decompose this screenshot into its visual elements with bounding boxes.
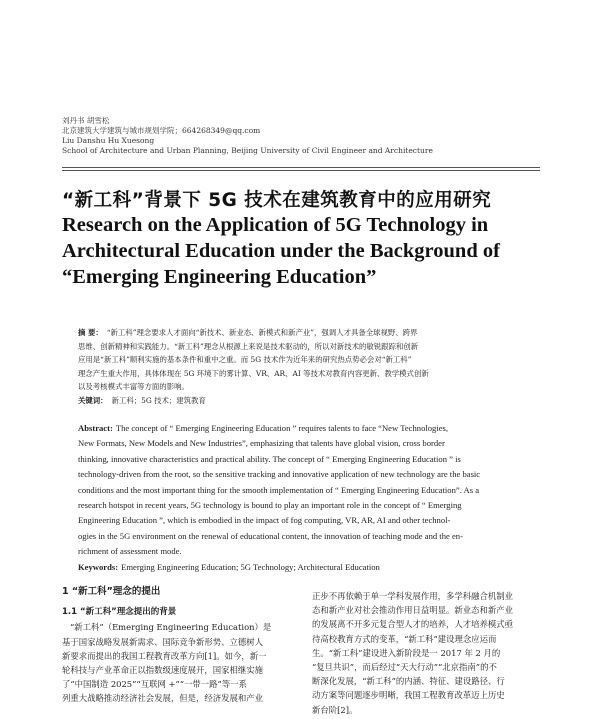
author-affiliation-cn: 北京建筑大学建筑与城市规划学院；664268349@qq.com <box>62 126 261 135</box>
body-line: 待高校教育方式的变革，“新工科”建设理念应运而 <box>312 633 497 644</box>
abstract-chinese <box>78 326 540 407</box>
section-1-1-heading: 1.1 “新工科”理念提出的背景 <box>62 607 177 618</box>
header-rule-bottom <box>62 170 540 171</box>
abstract-en-line: ogies in the 5G environment on the renewal of educational content, the innovation of teaching mode and the en- <box>78 530 463 541</box>
body-line: 新要求而提出的我国工程教育改革方向[1]。如今，新一 <box>62 650 267 661</box>
abstract-en-line: The concept of “ Emerging Engineering Education ” requires talents to face “New Technologies, <box>115 423 449 433</box>
abstract-cn-line: “新工科”理念要求人才面向“新技术、新业态、新模式和新产业”，强调人才具备全球视野、跨界 <box>106 328 418 337</box>
body-line: 态和新产业对社会推动作用日益明显。新业态和新产业 <box>312 605 513 616</box>
body-line: “复旦共识”，而后经过“天大行动”“北京指南”的不 <box>312 662 497 673</box>
abstract-en-line: conditions and the most important thing for the smooth implementation of “ Emerging Engineering Education”. As a <box>78 484 480 495</box>
abstract-cn-line: 理念产生重大作用，具体体现在 5G 环境下的雾计算、VR、AR、AI 等技术对教育内容更新、教学模式创新 <box>78 368 429 378</box>
abstract-en-line: technology-driven from the root, so the sensitive tracking and innovative application of new technology are the basic <box>78 469 481 480</box>
abstract-english <box>78 421 540 575</box>
abstract-en-line: New Formats, New Models and New Industries”, emphasizing that talents have global vision, cross border <box>78 438 445 449</box>
title-english <box>62 212 542 290</box>
keywords-cn: 新工科；5G 技术；建筑教育 <box>111 395 206 405</box>
body-line: 动方案等问题逐步明晰，我国工程教育改革迈上历史 <box>312 690 505 701</box>
body-column-left <box>62 585 294 706</box>
keywords-en: Emerging Engineering Education; 5G Technology; Architectural Education <box>121 561 380 572</box>
abstract-cn-label: 摘 要： <box>78 328 103 337</box>
author-block <box>62 116 433 156</box>
abstract-en-label: Abstract: <box>78 423 113 433</box>
author-affiliation-en: School of Architecture and Urban Planning, Beijing University of Civil Engineer and Architecture <box>62 146 433 155</box>
abstract-en-line: thinking, innovative characteristics and practical ability. The concept of “ Emerging Engineering Education ” is <box>78 453 461 464</box>
body-line: 基于国家战略发展新需求、国际竞争新形势、立德树人 <box>62 636 263 647</box>
body-line: 新台阶[2]。 <box>312 704 358 715</box>
body-line: 生。“新工科”建设进入新阶段是一 2017 年 2 月的 <box>312 647 501 658</box>
title-chinese: “新工科”背景下 5G 技术在建筑教育中的应用研究 <box>62 190 492 211</box>
body-paragraph-left <box>62 620 294 705</box>
title-english-line: Architectural Education under the Background of <box>62 240 500 262</box>
title-english-line: “Emerging Engineering Education” <box>62 266 377 288</box>
author-names-en: Liu Danshu Hu Xuesong <box>62 136 155 145</box>
body-line: 了“中国制造 2025”“互联网 +”“一带一路”等一系 <box>62 679 247 690</box>
body-line: 的发展离不开多元复合型人才的培养，人才培养模式亟 <box>312 619 513 630</box>
keywords-cn-label: 关键词： <box>78 395 108 405</box>
keywords-en-label: Keywords: <box>78 561 119 572</box>
abstract-cn-line: 以及考核模式丰富等方面的影响。 <box>78 382 189 391</box>
abstract-cn-line: 思维、创新精神和实践能力。“新工科”理念从根源上来说是技术驱动的，所以对新技术的敏锐跟踪和创新 <box>78 341 419 351</box>
author-names-cn: 刘丹书 胡雪松 <box>62 116 110 125</box>
body-line: 正步不再依赖于单一学科发展作用，多学科融合机制业 <box>312 591 513 601</box>
header-rule-top <box>62 167 540 168</box>
section-1-heading: 1 “新工科”理念的提出 <box>62 586 161 597</box>
abstract-en-line: richment of assessment mode. <box>78 546 182 557</box>
body-line: 列重大战略推动经济社会发展，但是，经济发展和产业 <box>62 693 263 704</box>
body-line: “新工科”（Emerging Engineering Education）是 <box>70 622 272 633</box>
abstract-cn-line: 应用是“新工科”顺利实施的基本条件和重中之重。而 5G 技术作为近年来的研究热点势必会对“新工科” <box>78 355 412 364</box>
abstract-en-line: research hotspot in recent years, 5G technology is bound to play an important role in the concept of “ Emerging <box>78 500 462 511</box>
body-column-right <box>312 589 548 717</box>
title-english-line: Research on the Application of 5G Technology in <box>62 214 489 236</box>
body-paragraph-right <box>312 589 548 717</box>
body-line: 轮科技与产业革命正以指数级速度展开，国家相继实施 <box>62 665 263 676</box>
abstract-en-line: Engineering Education ”, which is embodied in the impact of fog computing, VR, AR, AI and other technol- <box>78 515 451 526</box>
body-line: 断深化发展，“新工科”的内涵、特征、建设路径、行 <box>312 676 505 687</box>
